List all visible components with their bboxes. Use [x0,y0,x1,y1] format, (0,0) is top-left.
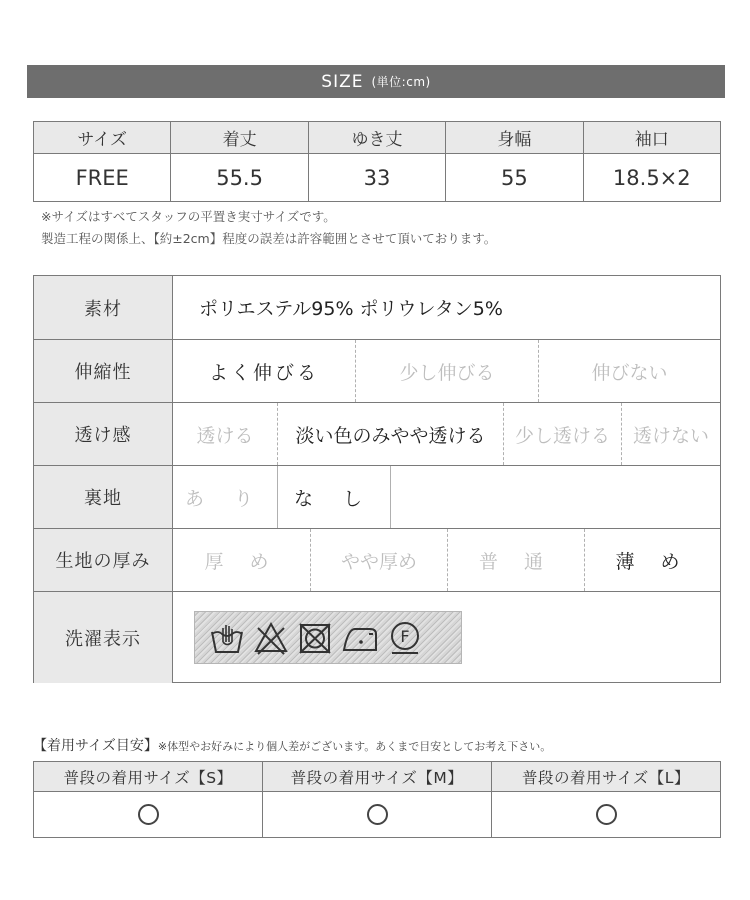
care-label [194,611,462,664]
low-iron-icon [341,620,379,656]
fit-cell [263,792,492,838]
spec-label: 透け感 [34,403,173,465]
size-table [33,121,721,202]
size-table-row [34,154,721,202]
size-cell: 18.5×2 [583,154,720,202]
circle-mark-icon [138,804,159,825]
thickness-option: 薄 め [615,550,690,573]
circle-mark-icon [596,804,617,825]
fit-guide-table [33,761,721,838]
size-cell: 55 [446,154,583,202]
spec-row-lining [34,465,720,528]
spec-value [173,592,720,683]
thickness-option: 普 通 [448,529,585,591]
size-note: ※サイズはすべてスタッフの平置き実寸サイズです。 [41,209,336,224]
size-note: 製造工程の関係上、【約±2cm】程度の誤差は許容範囲とさせて頂いております。 [41,231,497,246]
spec-row-material [34,276,720,339]
lining-option: あ り [173,466,278,528]
lining-option: な し [278,466,391,528]
fit-guide-title [33,735,551,755]
fit-header-row [34,762,721,792]
spec-row-stretch [34,339,720,402]
fit-cell [34,792,263,838]
sheer-option: 淡い色のみやや透ける [278,403,504,465]
thickness-option: やや厚め [311,529,448,591]
spec-table [33,275,721,683]
size-col-header: 身幅 [446,122,583,154]
no-tumble-dry-icon [297,620,333,656]
fit-cell [492,792,721,838]
no-bleach-icon [253,620,289,656]
svg-text:F: F [400,626,410,646]
spec-label: 素材 [34,276,173,339]
size-col-header: 袖口 [583,122,720,154]
spec-value [173,466,720,528]
spec-value [173,529,720,591]
spec-label: 洗濯表示 [34,592,173,683]
size-title: SIZE [321,71,364,92]
fit-guide-heading: 【着用サイズ目安】 [33,738,158,754]
stretch-option: よく伸びる [173,340,356,402]
fit-col-header: 普段の着用サイズ【L】 [492,762,721,792]
stretch-option: 伸びない [591,361,668,384]
material-value: ポリエステル95% ポリウレタン5% [199,298,503,320]
spec-label: 伸縮性 [34,340,173,402]
size-cell: FREE [34,154,171,202]
spec-row-care [34,591,720,683]
spec-row-sheer [34,402,720,465]
fit-guide-note: ※体型やお好みにより個人差がございます。あくまで目安としてお考え下さい。 [157,740,552,753]
spec-value [173,403,720,465]
sheer-option: 透けない [632,424,709,447]
circle-mark-icon [367,804,388,825]
thickness-option: 厚 め [173,529,311,591]
stretch-option: 少し伸びる [356,340,539,402]
spec-row-thickness [34,528,720,591]
sheer-option: 少し透ける [504,403,622,465]
size-cell: 33 [308,154,445,202]
hand-wash-icon [209,620,245,656]
size-col-header: ゆき丈 [308,122,445,154]
size-header [27,65,725,98]
size-col-header: サイズ [34,122,171,154]
size-cell: 55.5 [171,154,308,202]
size-col-header: 着丈 [171,122,308,154]
fit-col-header: 普段の着用サイズ【S】 [34,762,263,792]
fit-col-header: 普段の着用サイズ【M】 [263,762,492,792]
spec-value [173,276,720,339]
spec-label: 裏地 [34,466,173,528]
fit-value-row [34,792,721,838]
size-table-header-row [34,122,721,154]
size-unit: (単位:cm) [371,75,431,89]
sheer-option: 透ける [173,403,278,465]
spec-label: 生地の厚み [34,529,173,591]
spec-value [173,340,720,402]
dry-clean-f-icon [387,620,423,656]
